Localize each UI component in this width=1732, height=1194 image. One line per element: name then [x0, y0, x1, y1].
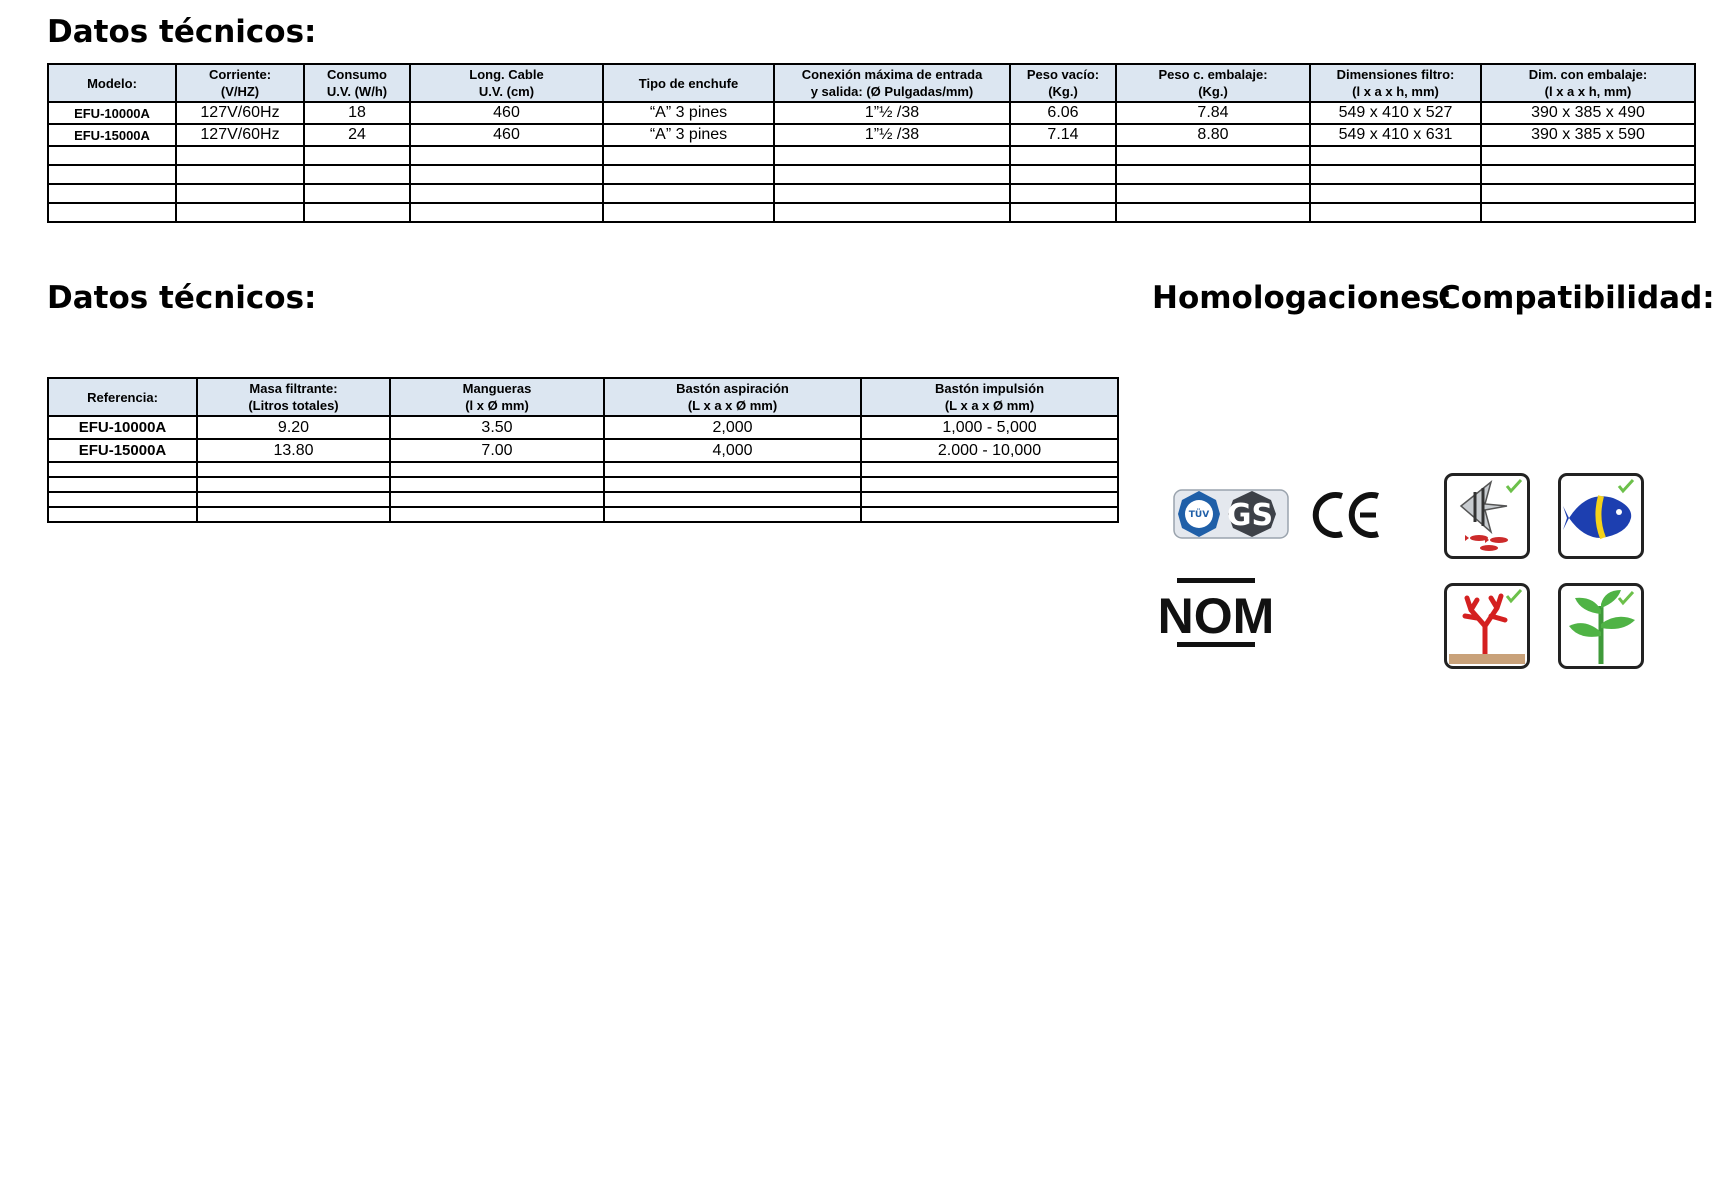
cell-peso-embalaje: 8.80	[1116, 124, 1310, 146]
cell-masa-filtrante: 9.20	[197, 416, 390, 439]
empty-row	[48, 184, 1695, 203]
cell-consumo: 18	[304, 102, 410, 124]
tuv-gs-logo	[1172, 486, 1290, 542]
cell-corriente: 127V/60Hz	[176, 102, 304, 124]
empty-row	[48, 477, 1118, 492]
cell-mangueras: 7.00	[390, 439, 604, 462]
header-peso-embalaje: Peso c. embalaje: (Kg.)	[1116, 64, 1310, 102]
plant-icon	[1558, 583, 1644, 669]
empty-row	[48, 492, 1118, 507]
header-dim-embalaje: Dim. con embalaje: (l x a x h, mm)	[1481, 64, 1695, 102]
empty-row	[48, 507, 1118, 522]
tech-specs-table-2	[47, 377, 1119, 523]
cell-baston-impulsion: 2.000 - 10,000	[861, 439, 1118, 462]
empty-row	[48, 203, 1695, 222]
cell-peso-vacio: 6.06	[1010, 102, 1116, 124]
cell-conexion: 1”½ /38	[774, 102, 1010, 124]
table-row	[48, 102, 1695, 124]
tech-specs-table-1	[47, 63, 1696, 223]
empty-row	[48, 146, 1695, 165]
cell-baston-impulsion: 1,000 - 5,000	[861, 416, 1118, 439]
cell-peso-vacio: 7.14	[1010, 124, 1116, 146]
cell-referencia: EFU-15000A	[48, 439, 197, 462]
header-masa-filtrante: Masa filtrante: (Litros totales)	[197, 378, 390, 416]
cell-dim-embalaje: 390 x 385 x 590	[1481, 124, 1695, 146]
header-baston-aspiracion: Bastón aspiración (L x a x Ø mm)	[604, 378, 861, 416]
header-corriente: Corriente: (V/HZ)	[176, 64, 304, 102]
svg-text:TÜV: TÜV	[1188, 510, 1210, 520]
empty-row	[48, 165, 1695, 184]
table-row	[48, 439, 1118, 462]
cell-peso-embalaje: 7.84	[1116, 102, 1310, 124]
header-baston-impulsion: Bastón impulsión (L x a x Ø mm)	[861, 378, 1118, 416]
cell-conexion: 1”½ /38	[774, 124, 1010, 146]
angelfish-icon	[1444, 473, 1530, 559]
cell-long-cable: 460	[410, 102, 603, 124]
header-dimensiones: Dimensiones filtro: (l x a x h, mm)	[1310, 64, 1481, 102]
cell-dim-embalaje: 390 x 385 x 490	[1481, 102, 1695, 124]
cell-tipo-enchufe: “A” 3 pines	[603, 124, 774, 146]
cell-dimensiones: 549 x 410 x 631	[1310, 124, 1481, 146]
cell-modelo: EFU-10000A	[48, 102, 176, 124]
cell-dimensiones: 549 x 410 x 527	[1310, 102, 1481, 124]
coral-icon	[1444, 583, 1530, 669]
cell-baston-aspiracion: 2,000	[604, 416, 861, 439]
empty-row	[48, 462, 1118, 477]
header-conexion: Conexión máxima de entrada y salida: (Ø Pulgadas/mm)	[774, 64, 1010, 102]
compatibilidad-heading: Compatibilidad:	[1438, 280, 1715, 316]
header-peso-vacio: Peso vacío: (Kg.)	[1010, 64, 1116, 102]
cell-referencia: EFU-10000A	[48, 416, 197, 439]
svg-text:GS: GS	[1226, 498, 1274, 533]
cell-consumo: 24	[304, 124, 410, 146]
cell-corriente: 127V/60Hz	[176, 124, 304, 146]
header-referencia: Referencia:	[48, 378, 197, 416]
cell-baston-aspiracion: 4,000	[604, 439, 861, 462]
homologaciones-heading: Homologaciones:	[1152, 280, 1453, 316]
nom-logo	[1157, 576, 1275, 650]
table-row	[48, 416, 1118, 439]
header-long-cable: Long. Cable U.V. (cm)	[410, 64, 603, 102]
ce-mark-logo	[1312, 488, 1388, 542]
page-title-datos-tecnicos-1: Datos técnicos:	[47, 14, 317, 50]
cell-mangueras: 3.50	[390, 416, 604, 439]
cell-tipo-enchufe: “A” 3 pines	[603, 102, 774, 124]
page-title-datos-tecnicos-2: Datos técnicos:	[47, 280, 317, 316]
table-header-row	[48, 378, 1118, 416]
cell-long-cable: 460	[410, 124, 603, 146]
header-consumo: Consumo U.V. (W/h)	[304, 64, 410, 102]
marine-fish-icon	[1558, 473, 1644, 559]
table-row	[48, 124, 1695, 146]
cell-masa-filtrante: 13.80	[197, 439, 390, 462]
header-mangueras: Mangueras (l x Ø mm)	[390, 378, 604, 416]
header-tipo-enchufe: Tipo de enchufe	[603, 64, 774, 102]
header-modelo: Modelo:	[48, 64, 176, 102]
svg-text:NOM: NOM	[1157, 588, 1275, 644]
table-header-row	[48, 64, 1695, 102]
cell-modelo: EFU-15000A	[48, 124, 176, 146]
